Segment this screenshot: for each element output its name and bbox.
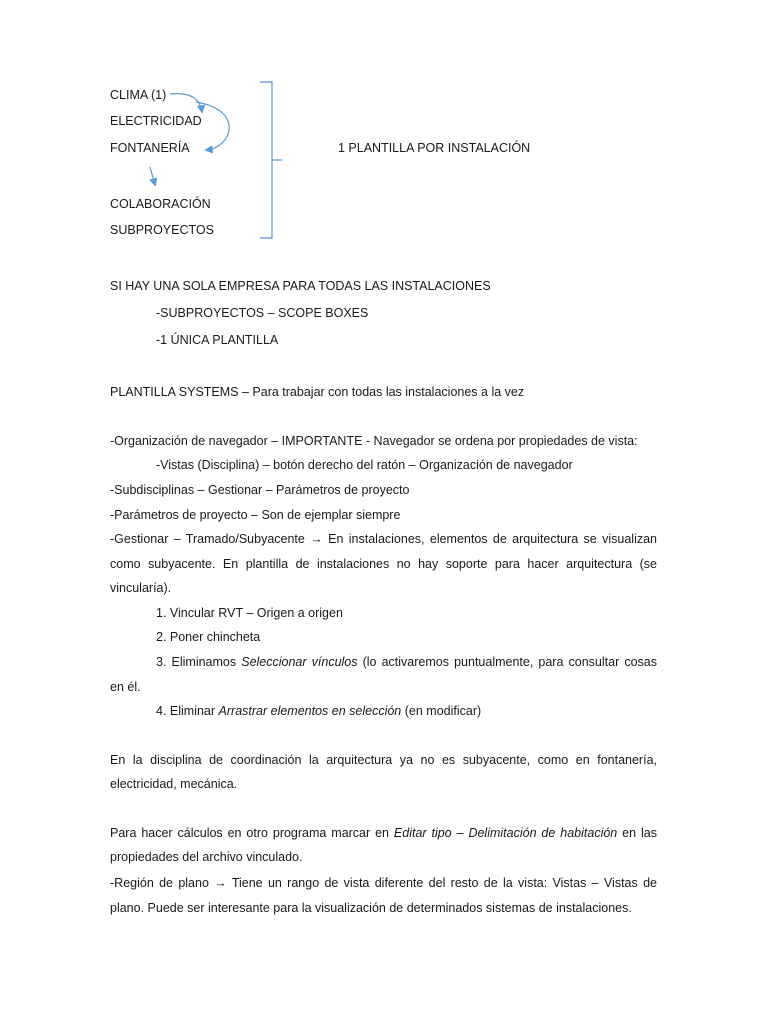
step-1: 1. Vincular RVT – Origen a origen xyxy=(156,606,343,620)
right-arrow-icon: → xyxy=(310,532,323,546)
coordinacion-line-1: En la disciplina de coordinación la arquitectura ya no es subyacente, como en fontanería, xyxy=(110,753,657,767)
item-clima: CLIMA (1) xyxy=(110,88,167,102)
item-subproyectos: SUBPROYECTOS xyxy=(110,223,214,237)
calculos-line-1: Para hacer cálculos en otro programa marcar en Editar tipo – Delimitación de habitación en las xyxy=(110,826,657,840)
calculos-line-2: propiedades del archivo vinculado. xyxy=(110,850,303,864)
gestionar-line-3: vincularía). xyxy=(110,581,172,595)
empresa-item-1: -SUBPROYECTOS – SCOPE BOXES xyxy=(156,306,369,320)
empresa-item-2: -1 ÚNICA PLANTILLA xyxy=(156,333,279,347)
navegador-line-2: -Vistas (Disciplina) – botón derecho del ratón – Organización de navegador xyxy=(156,458,573,472)
region-line-1: -Región de plano → Tiene un rango de vista diferente del resto de la vista: Vistas – Vistas de xyxy=(110,876,657,890)
empresa-heading: SI HAY UNA SOLA EMPRESA PARA TODAS LAS INSTALACIONES xyxy=(110,279,491,293)
down-arrow-icon xyxy=(150,167,155,185)
navegador-line-1: -Organización de navegador – IMPORTANTE - Navegador se ordena por propiedades de vista: xyxy=(110,434,638,448)
step-4: 4. Eliminar Arrastrar elementos en selección (en modificar) xyxy=(156,704,482,718)
navegador-line-4: -Parámetros de proyecto – Son de ejemplar siempre xyxy=(110,508,401,522)
step-2: 2. Poner chincheta xyxy=(156,630,261,644)
right-arrow-icon: → xyxy=(214,876,227,890)
gestionar-line-1: -Gestionar – Tramado/Subyacente → En instalaciones, elementos de arquitectura se visualizan xyxy=(110,532,657,546)
coordinacion-line-2: electricidad, mecánica. xyxy=(110,777,238,791)
navegador-line-3: -Subdisciplinas – Gestionar – Parámetros de proyecto xyxy=(110,483,410,497)
systems-line: PLANTILLA SYSTEMS – Para trabajar con todas las instalaciones a la vez xyxy=(110,385,525,399)
right-bracket-icon xyxy=(260,82,282,238)
item-colaboracion: COLABORACIÓN xyxy=(110,197,211,211)
gestionar-line-2: como subyacente. En plantilla de instalaciones no hay soporte para hacer arquitectura (se xyxy=(110,557,657,571)
bracket-label: 1 PLANTILLA POR INSTALACIÓN xyxy=(338,141,531,155)
step-3: 3. Eliminamos Seleccionar vínculos (lo activaremos puntualmente, para consultar cosas xyxy=(156,655,657,669)
step-3-continuation: en él. xyxy=(110,680,141,694)
item-electricidad: ELECTRICIDAD xyxy=(110,114,202,128)
region-line-2: plano. Puede ser interesante para la visualización de determinados sistemas de instalaciones. xyxy=(110,901,632,915)
item-fontaneria: FONTANERÍA xyxy=(110,141,190,155)
